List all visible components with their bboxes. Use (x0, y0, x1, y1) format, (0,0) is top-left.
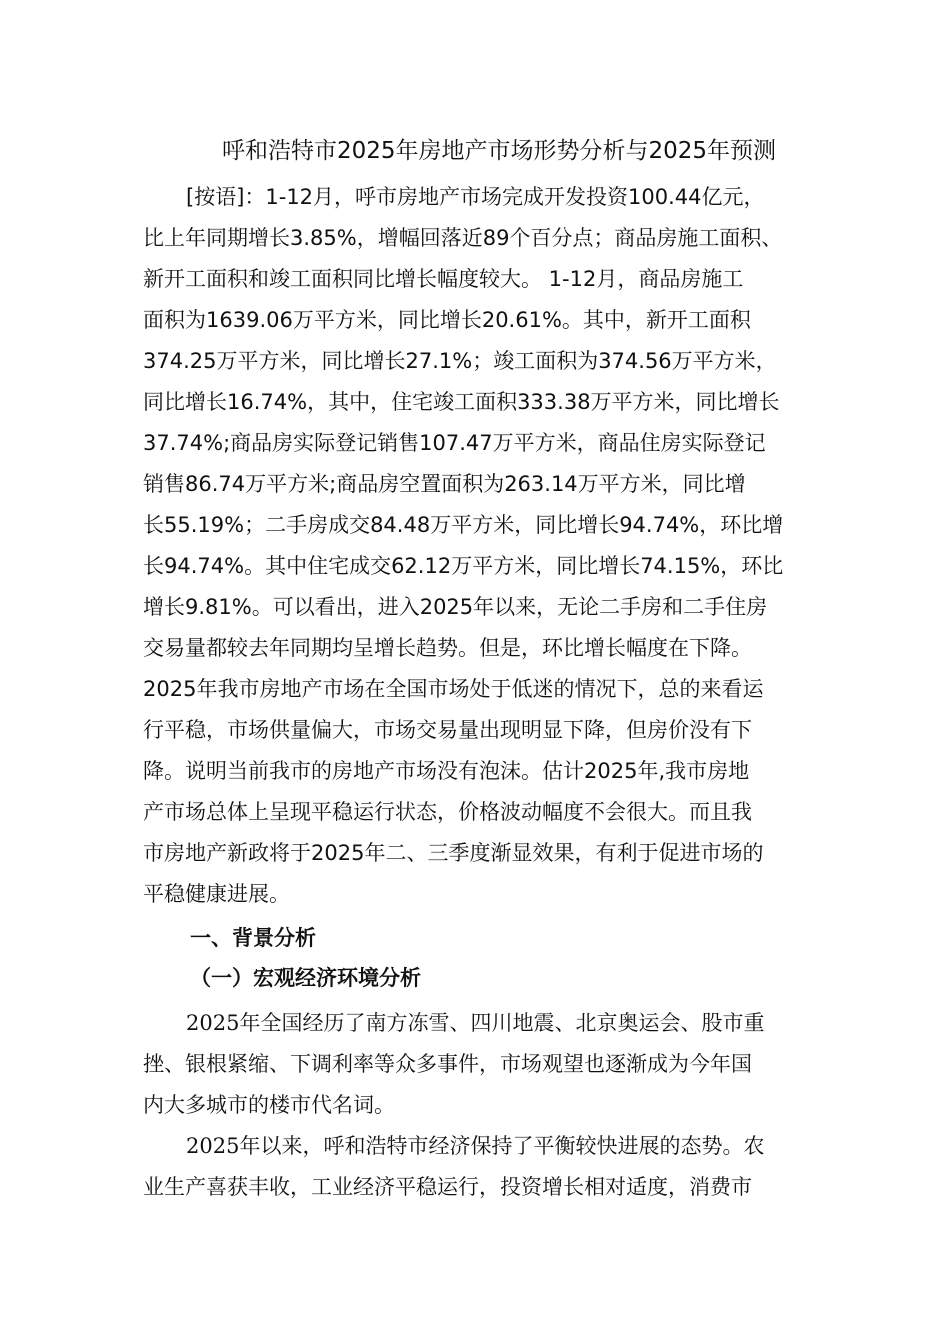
intro-line: 新开工面积和竣工面积同比增长幅度较大。 1-12月，商品房施工 (143, 267, 744, 291)
intro-line: 平稳健康进展。 (143, 882, 290, 906)
intro-line: 市房地产新政将于2025年二、三季度渐显效果，有利于促进市场的 (143, 841, 764, 865)
intro-line: 产市场总体上呈现平稳运行状态，价格波动幅度不会很大。而且我 (143, 800, 752, 824)
intro-line: 2025年我市房地产市场在全国市场处于低迷的情况下，总的来看运 (143, 677, 764, 701)
intro-line: 37.74%;商品房实际登记销售107.47万平方米，商品住房实际登记 (143, 431, 766, 455)
intro-line: 销售86.74万平方米;商品房空置面积为263.14万平方米，同比增 (143, 472, 746, 496)
intro-line: 长94.74%。其中住宅成交62.12万平方米，同比增长74.15%，环比 (143, 554, 784, 578)
paragraph-line: 挫、银根紧缩、下调利率等众多事件，市场观望也逐渐成为今年国 (143, 1052, 752, 1076)
intro-line: 降。说明当前我市的房地产市场没有泡沫。估计2025年,我市房地 (143, 759, 750, 783)
paragraph-line: 业生产喜获丰收，工业经济平稳运行，投资增长相对适度，消费市 (143, 1175, 752, 1199)
intro-line: 同比增长16.74%，其中，住宅竣工面积333.38万平方米，同比增长 (143, 390, 780, 414)
paragraph-line: 内大多城市的楼市代名词。 (143, 1093, 395, 1117)
intro-line: [按语]：1-12月，呼市房地产市场完成开发投资100.44亿元， (186, 185, 765, 209)
intro-line: 比上年同期增长3.85%，增幅回落近89个百分点；商品房施工面积、 (143, 226, 783, 250)
intro-line: 长55.19%；二手房成交84.48万平方米，同比增长94.74%，环比增 (143, 513, 784, 537)
paragraph-line: 2025年以来，呼和浩特市经济保持了平衡较快进展的态势。农 (186, 1134, 765, 1158)
subsection-heading: （一）宏观经济环境分析 (190, 966, 421, 990)
intro-line: 交易量都较去年同期均呈增长趋势。但是，环比增长幅度在下降。 (143, 636, 752, 660)
body-paragraph-2 (143, 1126, 823, 1208)
intro-line: 面积为1639.06万平方米，同比增长20.61%。其中，新开工面积 (143, 308, 751, 332)
intro-line: 374.25万平方米，同比增长27.1%；竣工面积为374.56万平方米， (143, 349, 777, 373)
intro-line: 增长9.81%。可以看出，进入2025年以来，无论二手房和二手住房 (143, 595, 768, 619)
document-title: 呼和浩特市2025年房地产市场形势分析与2025年预测 (221, 138, 777, 164)
intro-line: 行平稳，市场供量偏大，市场交易量出现明显下降，但房价没有下 (143, 718, 752, 742)
paragraph-line: 2025年全国经历了南方冻雪、四川地震、北京奥运会、股市重 (186, 1011, 765, 1035)
body-paragraph-1 (143, 1003, 823, 1126)
section-heading: 一、背景分析 (190, 926, 316, 950)
intro-paragraph (143, 177, 823, 915)
